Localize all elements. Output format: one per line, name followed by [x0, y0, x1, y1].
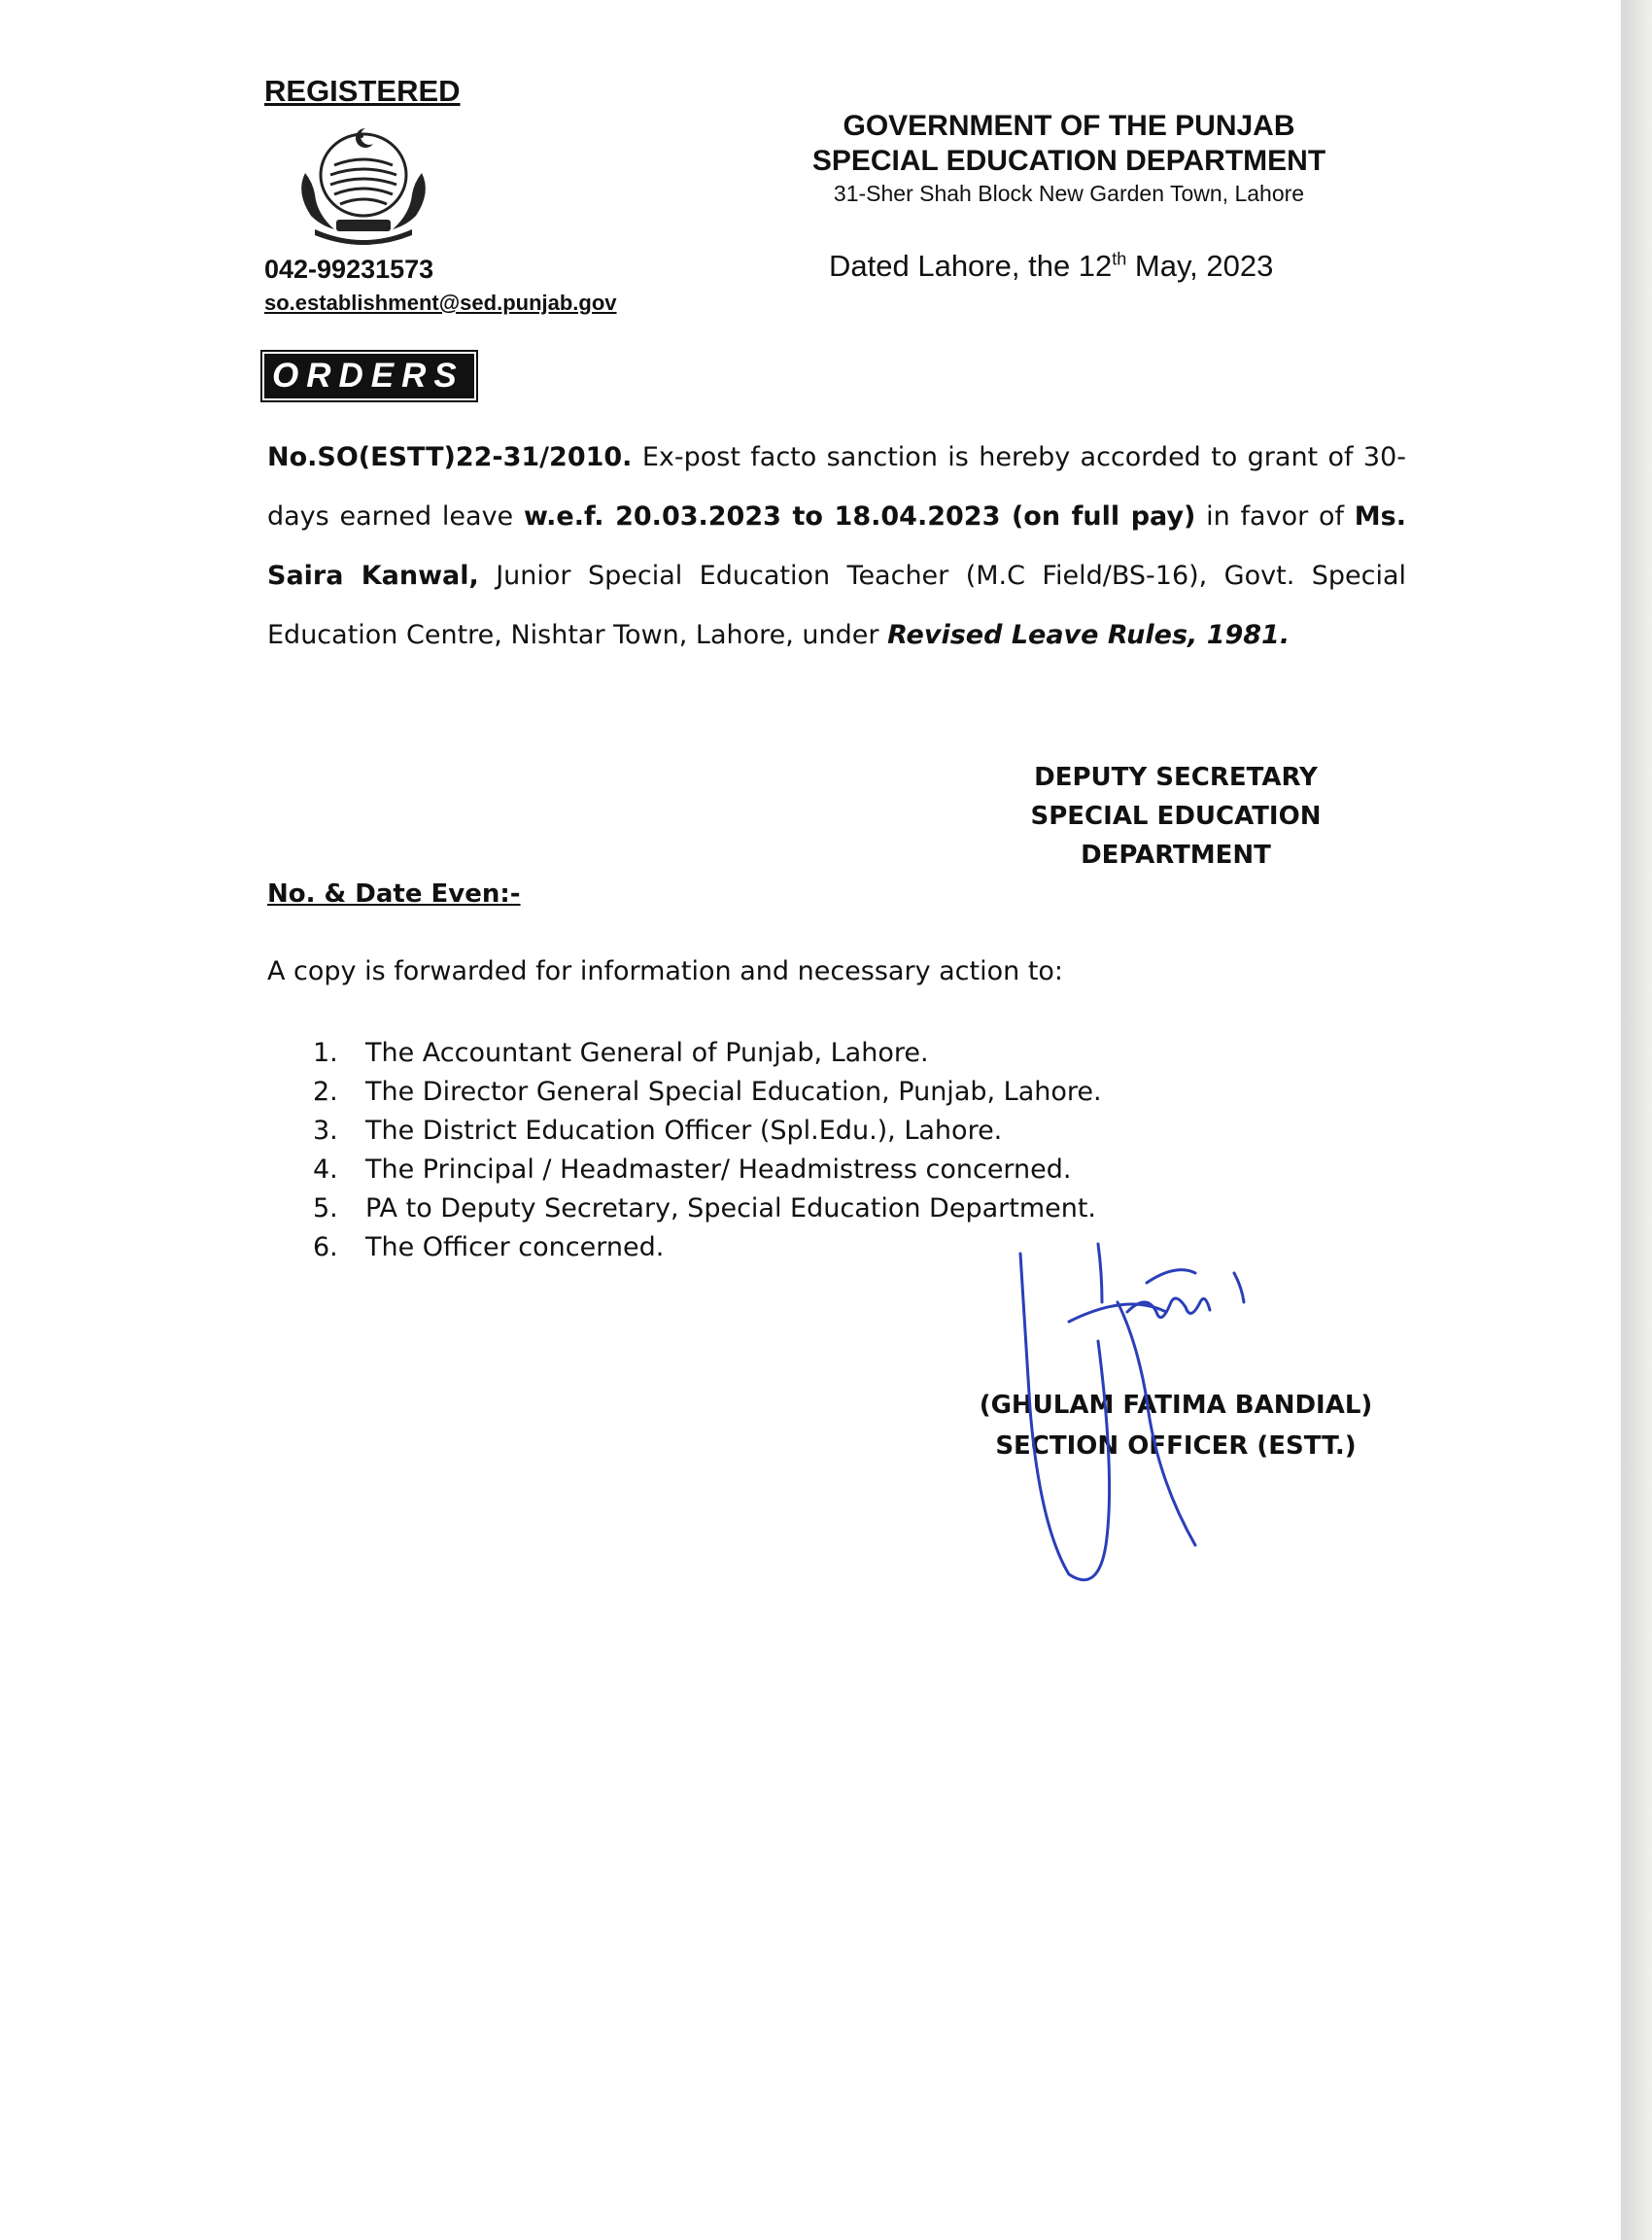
- government-title: GOVERNMENT OF THE PUNJAB: [843, 110, 1295, 142]
- section-officer-title: SECTION OFFICER (ESTT.): [995, 1431, 1357, 1461]
- ds-line-3: DEPARTMENT: [1081, 841, 1271, 870]
- list-item: [313, 1112, 1102, 1151]
- department-address: 31-Sher Shah Block New Garden Town, Lahore: [833, 181, 1305, 206]
- orders-heading: ORDERS: [264, 354, 474, 398]
- phone-number: 042-99231573: [264, 255, 434, 284]
- ds-line-2: SPECIAL EDUCATION: [1030, 802, 1322, 831]
- list-text: The Director General Special Education, Punjab, Lahore.: [365, 1077, 1102, 1107]
- list-item: [313, 1034, 1102, 1073]
- no-date-even-label: No. & Date Even:-: [267, 879, 521, 909]
- list-number: 2.: [313, 1077, 338, 1107]
- department-name: SPECIAL EDUCATION DEPARTMENT: [811, 145, 1326, 177]
- list-item: [313, 1189, 1102, 1228]
- dated-superscript: th: [1112, 249, 1127, 269]
- list-text: The District Education Officer (Spl.Edu.), Lahore.: [365, 1116, 1003, 1146]
- list-number: 1.: [313, 1038, 338, 1068]
- list-text: The Accountant General of Punjab, Lahore.: [365, 1038, 929, 1068]
- list-text: PA to Deputy Secretary, Special Education Department.: [365, 1193, 1097, 1223]
- order-text-1: Ex-post facto sanction is hereby accorded to grant of 30-days earned leave: [267, 442, 1406, 532]
- dated-prefix: Dated Lahore, the 12: [829, 249, 1113, 283]
- list-number: 6.: [313, 1232, 338, 1262]
- employee-name: Ms. Saira Kanwal,: [267, 501, 1406, 591]
- list-text: The Officer concerned.: [365, 1232, 665, 1262]
- section-officer-name: (GHULAM FATIMA BANDIAL): [979, 1391, 1373, 1420]
- list-number: 5.: [313, 1193, 338, 1223]
- list-text: The Principal / Headmaster/ Headmistress concerned.: [365, 1154, 1072, 1185]
- leave-period: w.e.f. 20.03.2023 to 18.04.2023 (on full pay): [523, 501, 1196, 532]
- order-paragraph: [267, 428, 1406, 665]
- dated-line: [829, 249, 1273, 284]
- order-text-2: in favor of: [1195, 501, 1355, 532]
- list-item: [313, 1151, 1102, 1189]
- ds-line-1: DEPUTY SECRETARY: [1034, 763, 1318, 792]
- email-address[interactable]: so.establishment@sed.punjab.gov: [264, 291, 617, 315]
- leave-rules: Revised Leave Rules, 1981.: [887, 620, 1291, 650]
- order-text-3: Junior Special Education Teacher (M.C Field/BS-16), Govt. Special Education Centre, Nishtar Town, Lahore, under: [267, 561, 1406, 650]
- list-item: [313, 1073, 1102, 1112]
- order-number: No.SO(ESTT)22-31/2010.: [267, 442, 633, 472]
- registered-label: REGISTERED: [264, 74, 461, 108]
- copy-forwarded-text: A copy is forwarded for information and necessary action to:: [267, 956, 1064, 986]
- deputy-secretary-block: [1011, 758, 1341, 875]
- page-edge-shadow: [1621, 0, 1652, 2240]
- copy-recipient-list: [313, 1034, 1102, 1267]
- list-number: 4.: [313, 1154, 338, 1185]
- list-number: 3.: [313, 1116, 338, 1146]
- punjab-government-logo-icon: [276, 115, 451, 251]
- list-item: [313, 1228, 1102, 1267]
- handwritten-signature-icon: [1001, 1234, 1263, 1594]
- dated-suffix: May, 2023: [1126, 249, 1274, 283]
- letterhead: [748, 109, 1390, 208]
